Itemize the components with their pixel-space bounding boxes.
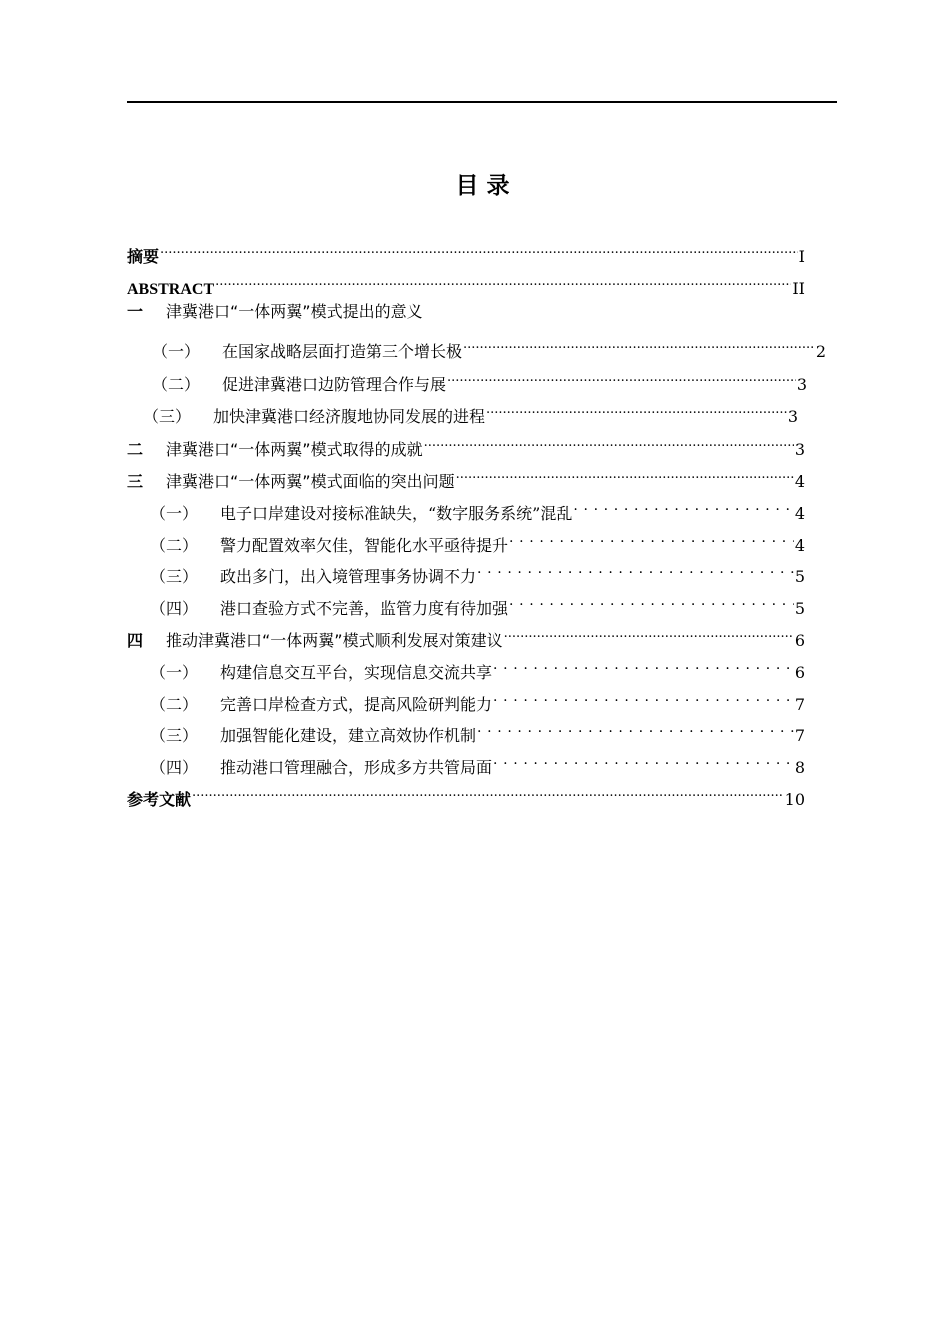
toc-leader (192, 777, 784, 805)
toc-entry-abstract-cn[interactable] (127, 234, 805, 266)
toc-leader (493, 682, 794, 710)
toc-leader (424, 427, 794, 455)
toc-page-number: 3 (787, 407, 798, 426)
toc-entry-3-4[interactable] (150, 586, 805, 618)
toc-page-number: 7 (794, 726, 805, 745)
toc-entry-number: （二） (150, 536, 199, 555)
toc-page-number: 6 (794, 631, 805, 650)
toc-page-number: 8 (794, 758, 805, 777)
toc-entry-number: 三 (127, 472, 144, 491)
toc-entry-chapter-3[interactable] (127, 459, 805, 491)
toc-leader (486, 394, 787, 422)
toc-page-number: 3 (796, 375, 807, 394)
toc-leader (509, 523, 794, 551)
toc-entry-number: （四） (150, 599, 199, 618)
toc-leader (477, 713, 794, 741)
toc-entry-1-3[interactable] (143, 394, 798, 426)
toc-entry-text: 港口查验方式不完善，监管力度有待加强 (220, 599, 509, 618)
toc-entry-text: 构建信息交互平台，实现信息交流共享 (220, 663, 493, 682)
toc-entry-references[interactable] (127, 777, 805, 809)
toc-page-number: 4 (794, 504, 805, 523)
toc-entry-text: 加强智能化建设，建立高效协作机制 (220, 726, 477, 745)
toc-entry-chapter-1[interactable] (127, 298, 805, 326)
toc-entry-number: （一） (150, 504, 199, 523)
toc-leader (509, 586, 794, 614)
toc-entry-1-1[interactable] (152, 329, 826, 361)
toc-entry-text: 电子口岸建设对接标准缺失，“数字服务系统”混乱 (220, 504, 573, 523)
toc-page-number: 4 (794, 536, 805, 555)
header-rule (127, 101, 837, 103)
toc-entry-number: 四 (127, 631, 144, 650)
toc-entry-chapter-4[interactable] (127, 618, 805, 650)
toc-entry-text: 加快津冀港口经济腹地协同发展的进程 (213, 407, 486, 426)
toc-page-number: 2 (815, 342, 826, 361)
toc-entry-3-1[interactable] (150, 491, 805, 523)
toc-leader (477, 554, 794, 582)
toc-entry-text: 参考文献 (127, 790, 192, 809)
toc-entry-number: （三） (150, 567, 199, 586)
toc-entry-4-4[interactable] (150, 745, 805, 777)
toc-page-number: II (792, 279, 805, 298)
toc-entry-number: （二） (152, 375, 201, 394)
toc-entry-number: 二 (127, 440, 144, 459)
toc-entry-3-2[interactable] (150, 523, 805, 555)
toc-page-number: 10 (784, 790, 805, 809)
toc-entry-text: 完善口岸检查方式，提高风险研判能力 (220, 695, 493, 714)
toc-leader (573, 491, 793, 519)
toc-entry-number: （三） (143, 407, 192, 426)
toc-page-number: I (798, 247, 805, 266)
toc-entry-3-3[interactable] (150, 554, 805, 586)
toc-entry-text: 津冀港口“一体两翼”模式提出的意义 (166, 302, 423, 321)
toc-page-number: 4 (794, 472, 805, 491)
toc-page-number: 5 (794, 567, 805, 586)
toc-title: 目 录 (455, 173, 510, 199)
toc-entry-text: 政出多门，出入境管理事务协调不力 (220, 567, 477, 586)
toc-page-number: 5 (794, 599, 805, 618)
toc-page-number: 7 (794, 695, 805, 714)
toc-entry-number: （一） (150, 663, 199, 682)
toc-entry-number: 一 (127, 302, 144, 321)
toc-entry-text: 推动港口管理融合，形成多方共管局面 (220, 758, 493, 777)
toc-entry-number: （二） (150, 695, 199, 714)
toc-entry-4-2[interactable] (150, 682, 805, 714)
toc-entry-number: （四） (150, 758, 199, 777)
toc-entry-chapter-2[interactable] (127, 427, 805, 459)
toc-entry-1-2[interactable] (152, 362, 807, 394)
toc-entry-text: 促进津冀港口边防管理合作与展 (222, 375, 447, 394)
toc-leader (493, 650, 794, 678)
toc-entry-4-3[interactable] (150, 713, 805, 745)
toc-leader (447, 362, 796, 390)
toc-entry-number: （一） (152, 342, 201, 361)
toc-entry-text: 津冀港口“一体两翼”模式取得的成就 (166, 440, 423, 459)
toc-entry-text: 警力配置效率欠佳，智能化水平亟待提升 (220, 536, 509, 555)
toc-leader (493, 745, 794, 773)
toc-page-number: 6 (794, 663, 805, 682)
toc-entry-text: ABSTRACT (127, 281, 215, 298)
toc-entry-text: 在国家战略层面打造第三个增长极 (222, 342, 463, 361)
toc-entry-text: 津冀港口“一体两翼”模式面临的突出问题 (166, 472, 455, 491)
toc-page-number: 3 (794, 440, 805, 459)
toc-leader (456, 459, 794, 487)
toc-entry-number: （三） (150, 726, 199, 745)
toc-entry-4-1[interactable] (150, 650, 805, 682)
toc-leader (504, 618, 794, 646)
toc-leader (215, 266, 791, 294)
toc-leader (463, 329, 815, 357)
toc-entry-abstract-en[interactable] (127, 266, 805, 298)
toc-entry-text: 摘要 (127, 247, 160, 266)
toc-entry-text: 推动津冀港口“一体两翼”模式顺利发展对策建议 (166, 631, 503, 650)
toc-leader (160, 234, 798, 262)
